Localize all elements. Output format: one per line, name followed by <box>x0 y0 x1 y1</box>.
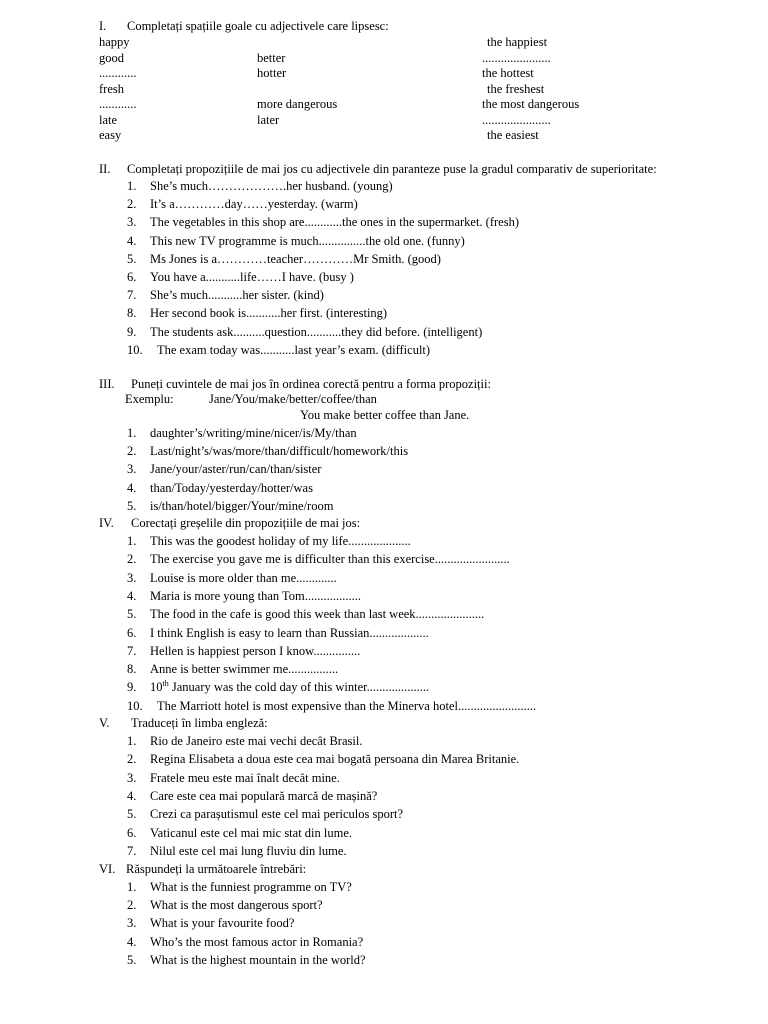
exercise-2-item-text: The exam today was...........last year’s exam. (difficult) <box>157 342 431 357</box>
exercise-2-item-text: She’s much……………….her husband. (young) <box>150 179 393 193</box>
exercise-4-item-number: 9. <box>127 680 137 695</box>
exercise-5-item-text: Nilul este cel mai lung fluviu din lume. <box>150 843 347 858</box>
positive-form-cell: fresh <box>99 81 124 96</box>
exercise-2-item-text: She’s much...........her sister. (kind) <box>150 288 324 303</box>
exercise-2-item-text: Her second book is...........her first. (interesting) <box>150 306 388 321</box>
exercise-3-item-text: is/than/hotel/bigger/Your/mine/room <box>150 498 334 513</box>
exercise-2-item-text: You have a...........life……I have. (busy ) <box>150 270 354 284</box>
section-2-number: II. <box>99 162 111 176</box>
exercise-5-item-text: Rio de Janeiro este mai vechi decât Brasil. <box>150 734 363 748</box>
sentence-text: January was the cold day of this winter.................... <box>168 680 430 695</box>
example-label: Exemplu: <box>125 392 174 406</box>
exercise-3-item-text: Jane/your/aster/run/can/than/sister <box>150 462 322 477</box>
exercise-3-item-number: 1. <box>127 426 137 440</box>
exercise-4-item-text: The Marriott hotel is most expensive than the Minerva hotel......................... <box>157 698 537 713</box>
superlative-form-cell: the happiest <box>487 35 548 49</box>
exercise-6-item-number: 1. <box>127 880 137 894</box>
date-suffix: th <box>162 679 169 689</box>
exercise-6-item-text: Who’s the most famous actor in Romania? <box>150 934 364 949</box>
exercise-2-item-text: The vegetables in this shop are............the ones in the supermarket. (fresh) <box>150 215 519 230</box>
exercise-6-item-number: 2. <box>127 898 137 913</box>
exercise-2-item-number: 4. <box>127 233 137 248</box>
exercise-5-item-number: 1. <box>127 734 137 748</box>
exercise-2-item-number: 6. <box>127 270 137 284</box>
exercise-3-item-text: daughter’s/writing/mine/nicer/is/My/than <box>150 426 357 440</box>
exercise-5-item-text: Regina Elisabeta a doua este cea mai bogată persoana din Marea Britanie. <box>150 752 520 767</box>
superlative-form-cell: ...................... <box>482 50 551 65</box>
exercise-4-item-text: Louise is more older than me............. <box>150 570 337 585</box>
section-6-number: VI. <box>99 862 116 876</box>
positive-form-cell: ............ <box>99 66 137 80</box>
exercise-5-item-text: Care este cea mai populară marcă de mașină? <box>150 788 378 803</box>
exercise-3-item-text: Last/night’s/was/more/than/difficult/homework/this <box>150 444 409 459</box>
exercise-6-item-text: What is your favourite food? <box>150 916 295 931</box>
positive-form-cell: ............ <box>99 97 137 111</box>
exercise-5-item-number: 4. <box>127 788 137 803</box>
section-4-title: Corectați greșelile din propozițiile de mai jos: <box>131 516 361 530</box>
exercise-4-item-number: 1. <box>127 534 137 548</box>
exercise-4-item-text: Anne is better swimmer me................ <box>150 662 339 677</box>
exercise-4-item-text: This was the goodest holiday of my life.................... <box>150 534 411 548</box>
exercise-4-item-number: 3. <box>127 570 137 585</box>
superlative-form-cell: the hottest <box>482 66 534 80</box>
date-number: 10 <box>150 680 163 695</box>
comparative-form-cell: better <box>257 50 286 65</box>
exercise-5-item-number: 3. <box>127 770 137 785</box>
exercise-4-item-number: 5. <box>127 607 137 622</box>
superlative-form-cell: the most dangerous <box>482 97 580 111</box>
exercise-3-item-number: 2. <box>127 444 137 459</box>
exercise-2-item-number: 8. <box>127 306 137 321</box>
exercise-6-item-number: 5. <box>127 952 137 967</box>
exercise-5-item-text: Crezi ca parașutismul este cel mai periculos sport? <box>150 807 404 822</box>
example-answer: You make better coffee than Jane. <box>300 408 470 422</box>
exercise-5-item-number: 6. <box>127 825 137 840</box>
exercise-3-item-number: 5. <box>127 498 137 513</box>
exercise-4-item-text: The food in the cafe is good this week than last week...................... <box>150 607 485 622</box>
comparative-form-cell: hotter <box>257 66 287 80</box>
exercise-6-item-number: 3. <box>127 916 137 931</box>
exercise-3-item-number: 4. <box>127 480 137 495</box>
exercise-4-item-number: 10. <box>127 698 143 713</box>
exercise-5-item-number: 2. <box>127 752 137 767</box>
positive-form-cell: good <box>99 50 124 65</box>
positive-form-cell: late <box>99 112 118 127</box>
exercise-2-item-number: 2. <box>127 197 137 212</box>
section-3-title: Puneți cuvintele de mai jos în ordinea corectă pentru a forma propoziții: <box>131 377 491 391</box>
exercise-6-item-text: What is the funniest programme on TV? <box>150 880 352 894</box>
exercise-2-item-text: It’s a…………day……yesterday. (warm) <box>150 197 358 212</box>
positive-form-cell: happy <box>99 35 130 49</box>
exercise-3-item-number: 3. <box>127 462 137 477</box>
exercise-5-item-number: 7. <box>127 843 137 858</box>
exercise-5-item-text: Vaticanul este cel mai mic stat din lume. <box>150 825 353 840</box>
exercise-4-item-text: Hellen is happiest person I know............... <box>150 643 361 658</box>
exercise-2-item-number: 1. <box>127 179 137 193</box>
section-1-title: Completați spațiile goale cu adjectivele care lipsesc: <box>127 19 389 33</box>
exercise-3-item-text: than/Today/yesterday/hotter/was <box>150 480 313 495</box>
exercise-4-item-number: 8. <box>127 662 137 677</box>
exercise-4-item-text: Maria is more young than Tom.................. <box>150 588 362 603</box>
exercise-6-item-text: What is the most dangerous sport? <box>150 898 323 913</box>
section-5-title: Traduceți în limba engleză: <box>131 716 268 730</box>
exercise-2-item-number: 9. <box>127 324 137 339</box>
exercise-4-item-text <box>150 680 429 695</box>
example-words: Jane/You/make/better/coffee/than <box>209 392 377 406</box>
exercise-2-item-text: The students ask..........question...........they did before. (intelligent) <box>150 324 483 339</box>
exercise-2-item-text: Ms Jones is a…………teacher…………Mr Smith. (good) <box>150 251 441 266</box>
exercise-2-item-number: 7. <box>127 288 137 303</box>
exercise-6-item-text: What is the highest mountain in the world? <box>150 952 366 967</box>
exercise-4-item-text: The exercise you gave me is difficulter than this exercise........................ <box>150 552 510 567</box>
section-4-number: IV. <box>99 516 114 530</box>
section-2-title: Completați propozițiile de mai jos cu adjectivele din paranteze puse la gradul comparativ de superioritate: <box>127 162 657 176</box>
exercise-4-item-number: 4. <box>127 588 137 603</box>
superlative-form-cell: the freshest <box>487 81 545 96</box>
section-6-title: Răspundeți la următoarele întrebări: <box>126 862 307 876</box>
exercise-5-item-text: Fratele meu este mai înalt decât mine. <box>150 770 340 785</box>
exercise-2-item-number: 10. <box>127 342 143 357</box>
superlative-form-cell: the easiest <box>487 128 539 142</box>
exercise-4-item-number: 7. <box>127 643 137 658</box>
section-5-number: V. <box>99 716 110 730</box>
superlative-form-cell: ...................... <box>482 112 551 127</box>
exercise-2-item-number: 5. <box>127 251 137 266</box>
exercise-5-item-number: 5. <box>127 807 137 822</box>
comparative-form-cell: more dangerous <box>257 97 338 111</box>
exercise-2-item-text: This new TV programme is much...............the old one. (funny) <box>150 233 465 248</box>
comparative-form-cell: later <box>257 112 280 127</box>
exercise-4-item-number: 6. <box>127 625 137 640</box>
section-3-number: III. <box>99 377 115 391</box>
exercise-4-item-number: 2. <box>127 552 137 567</box>
exercise-6-item-number: 4. <box>127 934 137 949</box>
exercise-2-item-number: 3. <box>127 215 137 230</box>
exercise-4-item-text: I think English is easy to learn than Russian................... <box>150 625 429 640</box>
positive-form-cell: easy <box>99 128 122 142</box>
section-1-number: I. <box>99 19 107 33</box>
